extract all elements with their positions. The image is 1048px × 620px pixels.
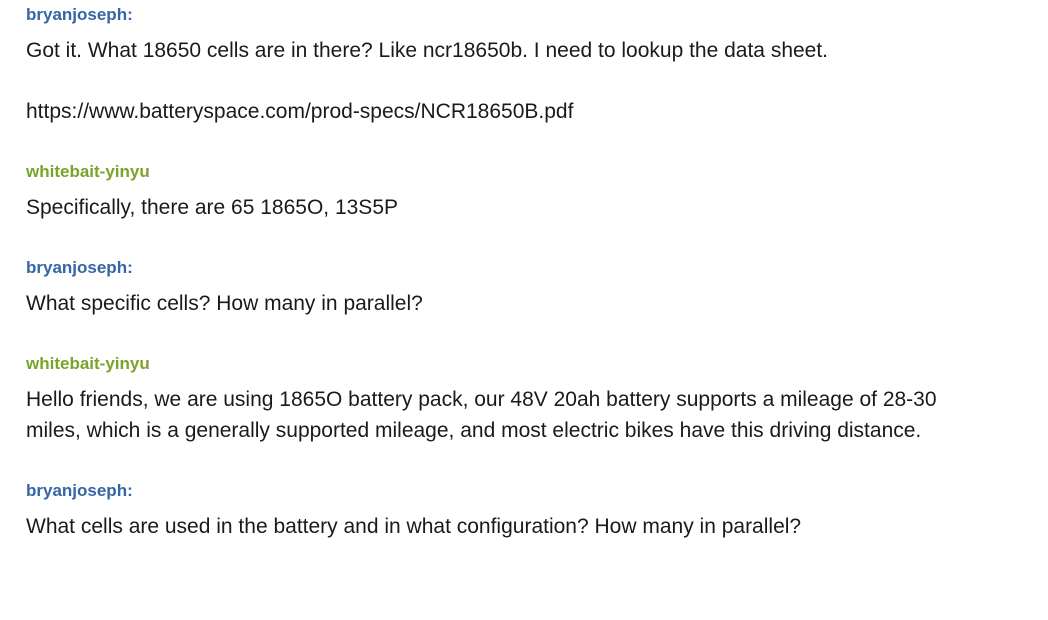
message-author: bryanjoseph: [26, 480, 133, 500]
list-item [26, 480, 1022, 542]
message-divider [26, 325, 1022, 353]
message-author: bryanjoseph: [26, 5, 133, 24]
message-divider [26, 133, 1022, 161]
message-body: Specifically, there are 65 1865O, 13S5P [26, 195, 399, 219]
message-author: whitebait-yinyu [26, 161, 150, 181]
message-body: What specific cells? How many in parallel? [26, 291, 423, 315]
list-item [26, 4, 1022, 127]
list-item [26, 353, 1022, 446]
message-divider [26, 452, 1022, 480]
list-item [26, 161, 1022, 223]
message-body: Got it. What 18650 cells are in there? Like ncr18650b. I need to lookup the data sheet. [26, 38, 829, 62]
message-body: What cells are used in the battery and in what configuration? How many in parallel? [26, 514, 802, 538]
list-item [26, 257, 1022, 319]
message-link[interactable]: https://www.batteryspace.com/prod-specs/NCR18650B.pdf [26, 99, 574, 123]
message-body: Hello friends, we are using 1865O battery pack, our 48V 20ah battery supports a mileage of 28-30 miles, which is a generally supported mileage, and most electric bikes have this driving distance. [26, 387, 937, 442]
message-divider [26, 229, 1022, 257]
message-author: bryanjoseph: [26, 257, 133, 277]
message-author: whitebait-yinyu [26, 353, 150, 373]
message-thread [0, 4, 1048, 542]
